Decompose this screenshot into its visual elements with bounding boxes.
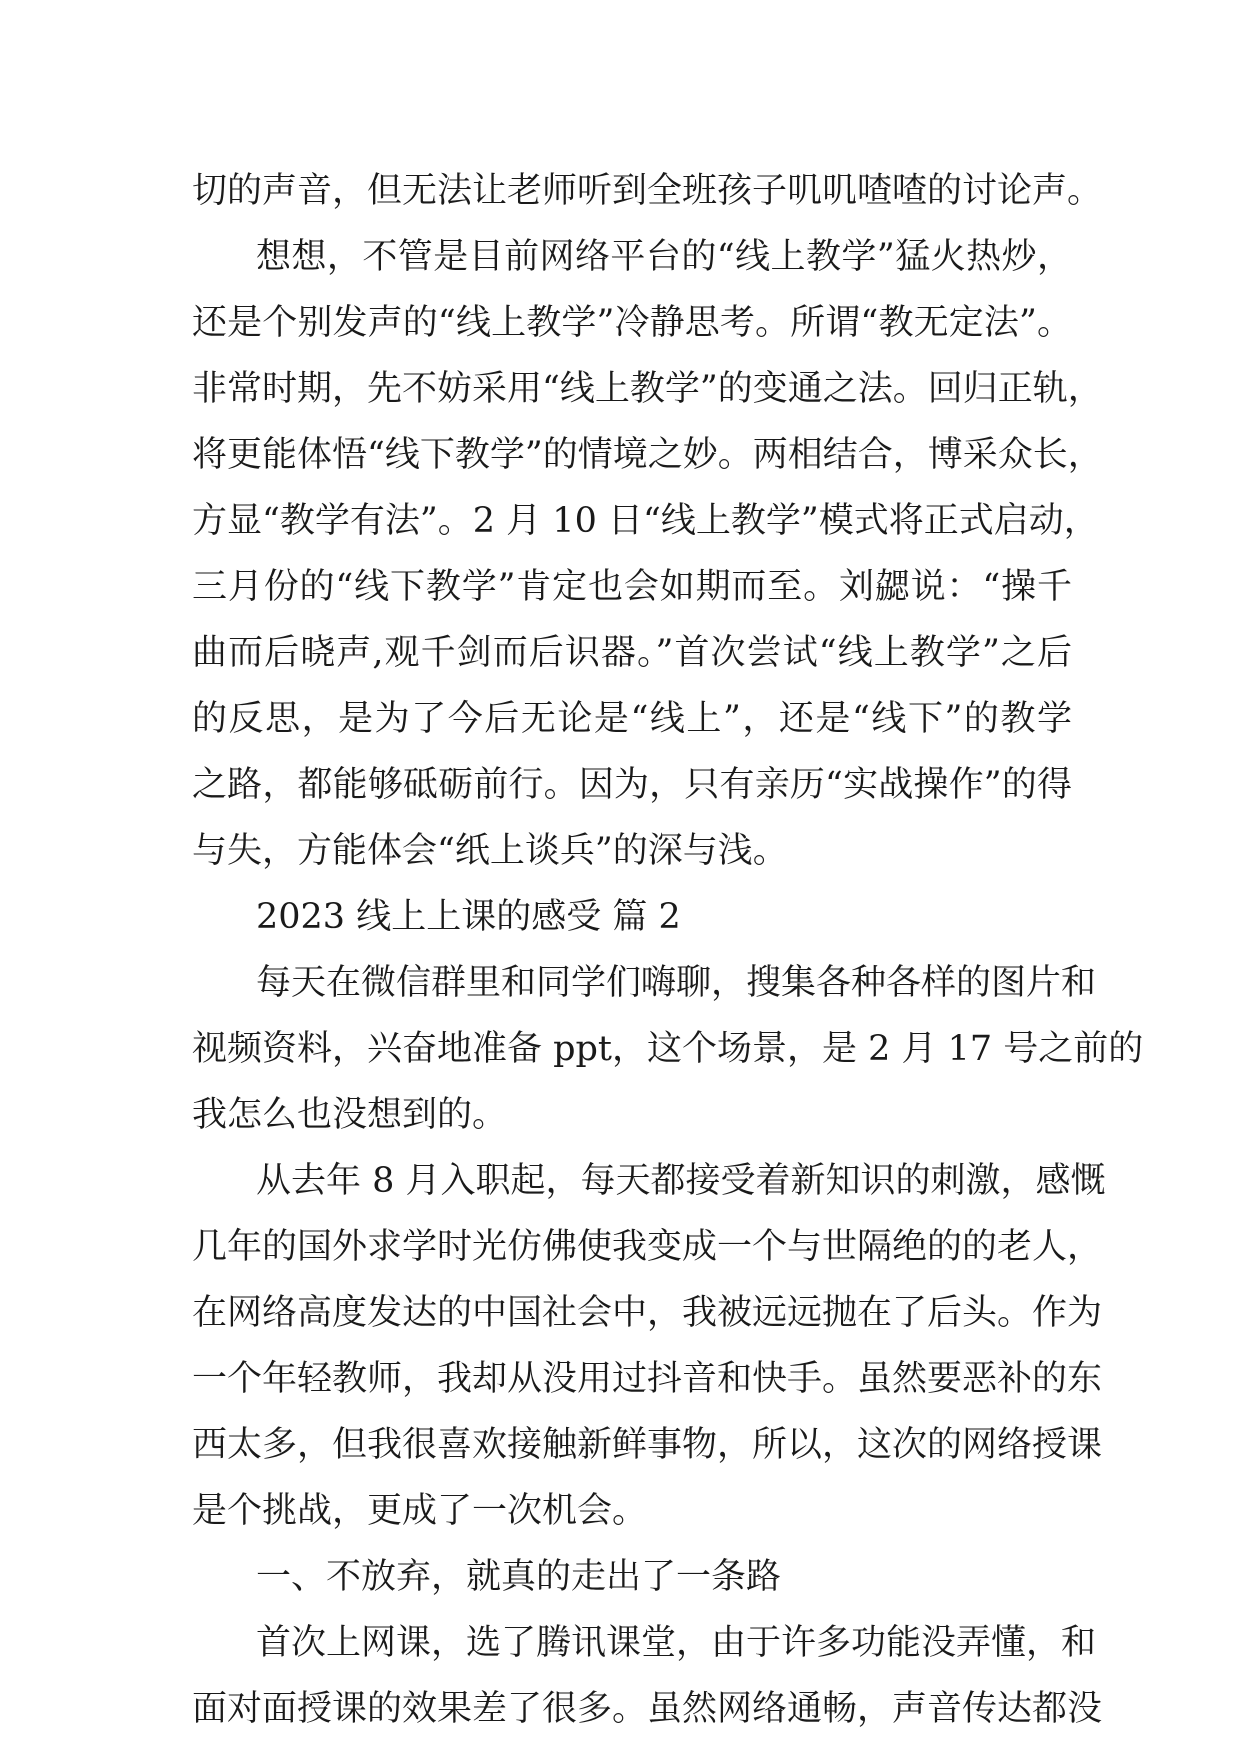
text-line: 方显“教学有法”。2 月 10 日“线上教学”模式将正式启动， [192, 501, 1099, 541]
section-heading: 2023 线上上课的感受 篇 2 [256, 897, 681, 937]
text-line: 三月份的“线下教学”肯定也会如期而至。刘勰说：“操千 [192, 567, 1072, 607]
text-line: 一个年轻教师，我却从没用过抖音和快手。虽然要恶补的东 [192, 1359, 1103, 1399]
text-line: 切的声音，但无法让老师听到全班孩子叽叽喳喳的讨论声。 [192, 171, 1103, 211]
text-line: 曲而后晓声,观千剑而后识器。”首次尝试“线上教学”之后 [192, 633, 1072, 673]
text-line: 的反思，是为了今后无论是“线上”，还是“线下”的教学 [192, 699, 1072, 739]
text-line: 还是个别发声的“线上教学”冷静思考。所谓“教无定法”。 [192, 303, 1072, 343]
text-line: 与失，方能体会“纸上谈兵”的深与浅。 [192, 831, 788, 871]
text-line: 在网络高度发达的中国社会中，我被远远抛在了后头。作为 [192, 1293, 1103, 1333]
text-line: 视频资料，兴奋地准备 ppt，这个场景，是 2 月 17 号之前的 [192, 1029, 1144, 1069]
text-line: 想想，不管是目前网络平台的“线上教学”猛火热炒， [256, 237, 1072, 277]
text-line: 几年的国外求学时光仿佛使我变成一个与世隔绝的的老人， [192, 1227, 1103, 1267]
subsection-heading: 一、不放弃，就真的走出了一条路 [256, 1557, 782, 1597]
text-line: 之路，都能够砥砺前行。因为，只有亲历“实战操作”的得 [192, 765, 1072, 805]
text-line: 首次上网课，选了腾讯课堂，由于许多功能没弄懂，和 [256, 1623, 1097, 1663]
document-body [192, 158, 1144, 1742]
text-line: 将更能体悟“线下教学”的情境之妙。两相结合，博采众长， [192, 435, 1103, 475]
text-line: 非常时期，先不妨采用“线上教学”的变通之法。回归正轨， [192, 369, 1103, 409]
text-line: 我怎么也没想到的。 [192, 1095, 508, 1135]
text-line: 面对面授课的效果差了很多。虽然网络通畅，声音传达都没 [192, 1689, 1103, 1729]
text-line: 是个挑战，更成了一次机会。 [192, 1491, 648, 1531]
text-line: 从去年 8 月入职起，每天都接受着新知识的刺激，感慨 [256, 1161, 1106, 1201]
text-line: 西太多，但我很喜欢接触新鲜事物，所以，这次的网络授课 [192, 1425, 1103, 1465]
text-line: 每天在微信群里和同学们嗨聊，搜集各种各样的图片和 [256, 963, 1097, 1003]
